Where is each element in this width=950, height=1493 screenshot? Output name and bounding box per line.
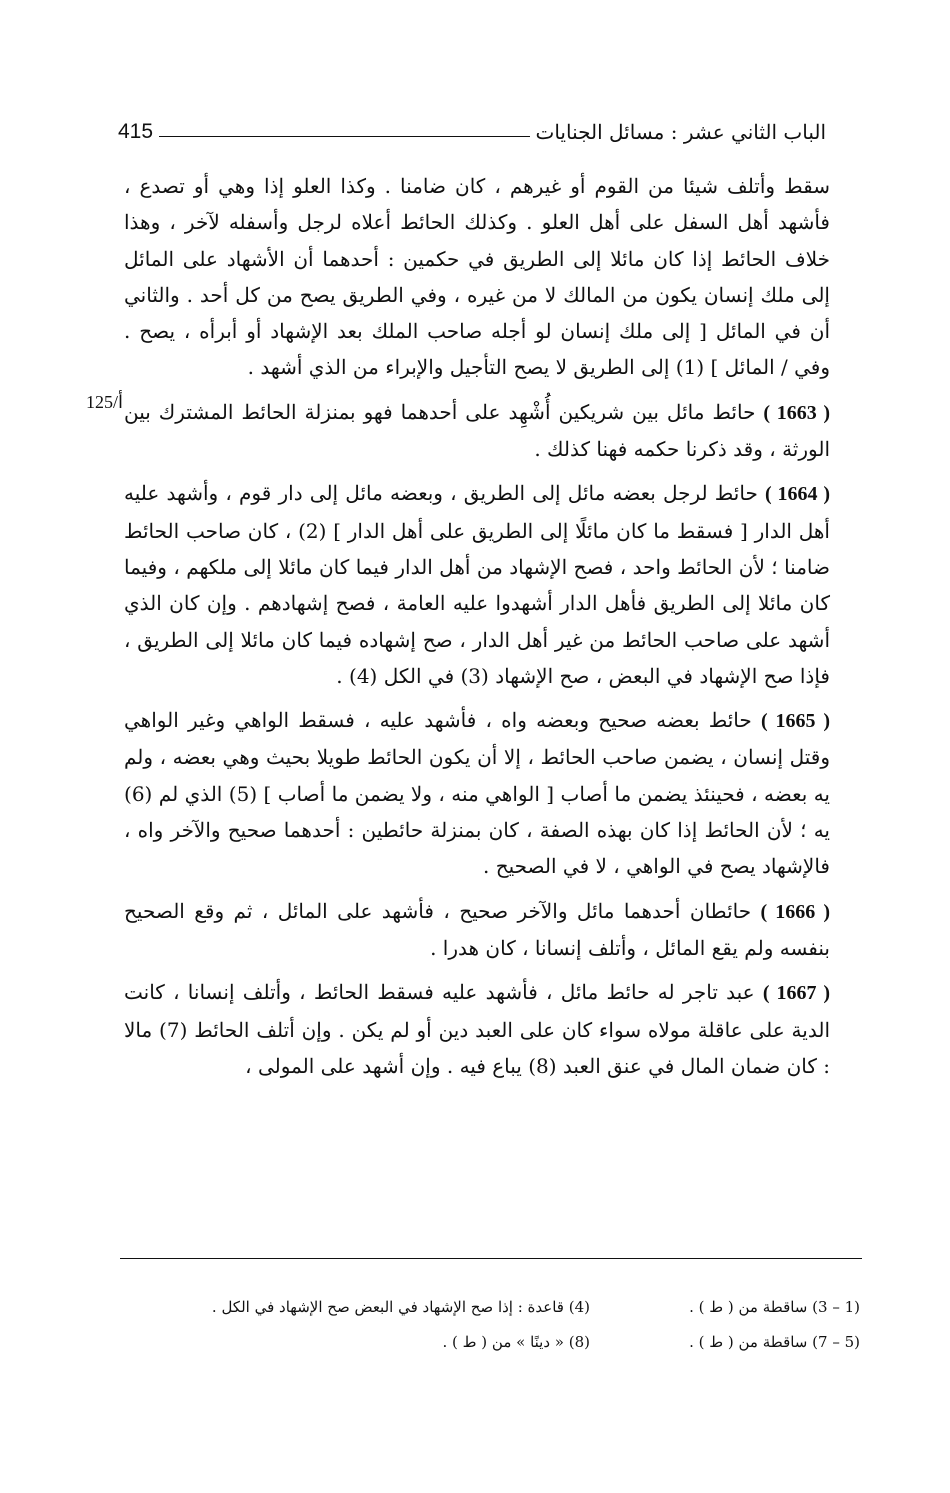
issue-number: ( 1663 ): [763, 401, 831, 424]
paragraph-text: حائط لرجل بعضه مائل إلى الطريق ، وبعضه مائل إلى دار قوم ، وأشهد عليه أهل الدار [ فسقط ما كان مائلًا إلى الطريق على أهل الدار ] (2) ، كان صاحب الحائط ضامنا ؛ لأن الحائط واحد ، فصح الإشهاد من أهل الدار فيما كان مائلا إلى ملكهم ، وفيما كان مائلا إلى الطريق فأهل الدار أشهدوا عليه العامة ، فصح إشهادهم . وإن كان الذي أشهد على صاحب الحائط من غير أهل الدار ، صح إشهاده فيما كان مائلا إلى الطريق ، فإذا صح الإشهاد في البعض ، صح الإشهاد (3) في الكل (4) .: [124, 481, 830, 688]
paragraph-continuation: [124, 168, 830, 386]
issue-number: ( 1666 ): [760, 900, 830, 923]
paragraph-text: عبد تاجر له حائط مائل ، فأشهد عليه فسقط الحائط ، وأتلف إنسانا ، كانت الدية على عاقلة مولاه سواء كان على العبد دين أو لم يكن . وإن أتلف الحائط (7) مالا : كان ضمان المال في عنق العبد (8) يباع فيه . وإن أشهد على المولى ،: [124, 980, 830, 1078]
chapter-title: الباب الثاني عشر : مسائل الجنايات: [535, 120, 826, 144]
paragraph-1665: [124, 702, 830, 884]
paragraph-text: حائط مائل بين شريكين أُشْهِد على أحدهما فهو بمنزلة الحائط المشترك بين الورثة ، وقد ذكرنا حكمه فهنا كذلك .: [124, 399, 830, 462]
header-rule: [159, 136, 529, 137]
paragraph-1666: [124, 893, 830, 967]
footnote-row: [140, 1290, 860, 1325]
footnote: (5 – 7) ساقطة من ( ط ) .: [689, 1333, 860, 1351]
paragraph-1663: [124, 394, 830, 468]
paragraph-1664: [124, 475, 830, 694]
paragraph-text: سقط وأتلف شيئا من القوم أو غيرهم ، كان ضامنا . وكذا العلو إذا وهي أو تصدع ، فأشهد أهل السفل على أهل العلو . وكذلك الحائط أعلاه لرجل وأسفله لآخر ، وهذا خلاف الحائط إذا كان مائلا إلى الطريق في حكمين : أحدهما أن الأشهاد على المائل إلى ملك إنسان يكون من المالك لا من غيره ، وفي الطريق يصح من كل أحد . والثاني أن في المائل [ إلى ملك إنسان لو أجله صاحب الملك بعد الإشهاد أو أبرأه ، يصح . وفي / المائل ] (1) إلى الطريق لا يصح التأجيل والإبراء من الذي أشهد .: [124, 174, 830, 380]
issue-number: ( 1664 ): [765, 483, 830, 506]
page-number: 415: [118, 120, 154, 143]
footnote-row: [140, 1325, 860, 1360]
manuscript-folio-note: 125/أ: [86, 392, 124, 412]
issue-number: ( 1667 ): [762, 982, 830, 1005]
footnote: (8) « دينًا » من ( ط ) .: [442, 1333, 590, 1351]
footnote-separator: [120, 1258, 862, 1259]
paragraph-text: حائطان أحدهما مائل والآخر صحيح ، فأشهد على المائل ، ثم وقع الصحيح بنفسه ولم يقع المائل ، وأتلف إنسانا ، كان هدرا .: [124, 898, 830, 960]
footnote: (4) قاعدة : إذا صح الإشهاد في البعض صح الإشهاد في الكل .: [211, 1298, 590, 1316]
paragraph-text: حائط بعضه صحيح وبعضه واه ، فأشهد عليه ، فسقط الواهي وغير الواهي وقتل إنسان ، يضمن صاحب الحائط ، إلا أن يكون الحائط طويلا بحيث وهي بعضه ، ولم يه بعضه ، فحينئذ يضمن ما أصاب [ الواهي منه ، ولا يضمن ما أصاب ] (5) الذي لم (6) يه ؛ لأن الحائط إذا كان بهذه الصفة ، كان بمنزلة حائطين : أحدهما صحيح والآخر واه ، فالإشهاد يصح في الواهي ، لا في الصحيح .: [124, 708, 830, 879]
issue-number: ( 1665 ): [760, 710, 830, 733]
paragraph-1667: [124, 974, 830, 1084]
running-head: [118, 112, 826, 152]
main-text: [124, 168, 830, 1084]
footnotes: [140, 1290, 860, 1360]
footnote: (1 – 3) ساقطة من ( ط ) .: [689, 1298, 860, 1316]
